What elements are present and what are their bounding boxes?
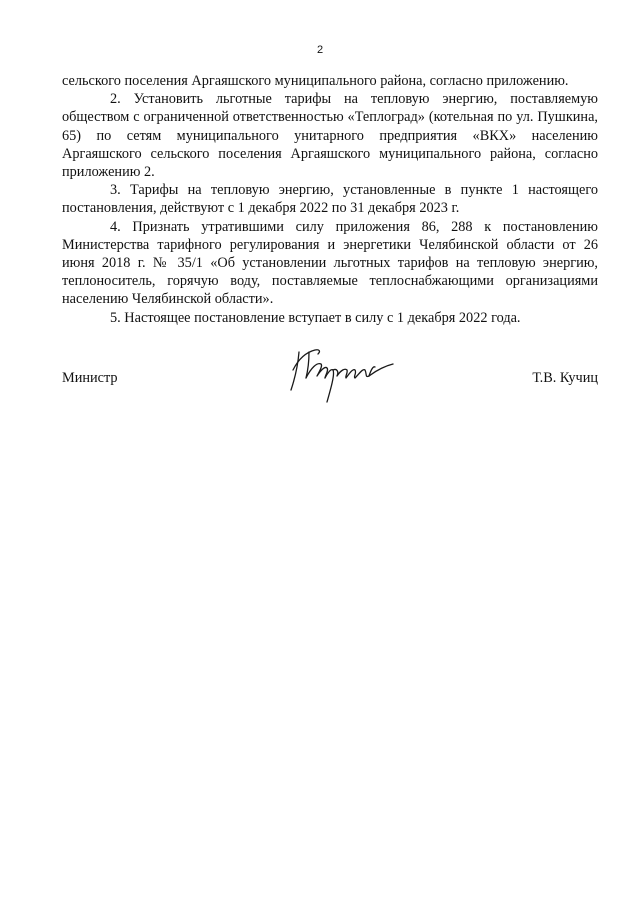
handwritten-signature [285,340,405,410]
paragraph-item-3: 3. Тарифы на тепловую энергию, установленные в пункте 1 настоящего постановления, действуют с 1 декабря 2022 по 31 декабря 2023 г. [62,182,598,217]
signatory-name: Т.В. Кучиц [532,370,598,386]
page-number: 2 [316,44,324,56]
paragraph-item-2: 2. Установить льготные тарифы на тепловую энергию, поставляемую обществом с ограниченной ответственностью «Теплоград» (котельная по ул. Пушкина, 65) по сетям муниципального унитарного предприятия «ВКХ» населению Аргаяшского сельского поселения Аргаяшского муниципального района, согласно приложению 2. [62,91,598,181]
signatory-title: Министр [62,370,118,386]
paragraph-item-4: 4. Признать утратившими силу приложения 86, 288 к постановлению Министерства тарифного регулирования и энергетики Челябинской области от 26 июня 2018 г. № 35/1 «Об установлении льготных тарифов на тепловую энергию, теплоноситель, горячую воду, поставляемые теплоснабжающими организациями населению Челябинской области». [62,218,598,308]
paragraph-continuation: сельского поселения Аргаяшского муниципального района, согласно приложению. [62,73,569,89]
paragraph-item-5: 5. Настоящее постановление вступает в силу с 1 декабря 2022 года. [110,309,521,326]
document-body [62,72,598,327]
